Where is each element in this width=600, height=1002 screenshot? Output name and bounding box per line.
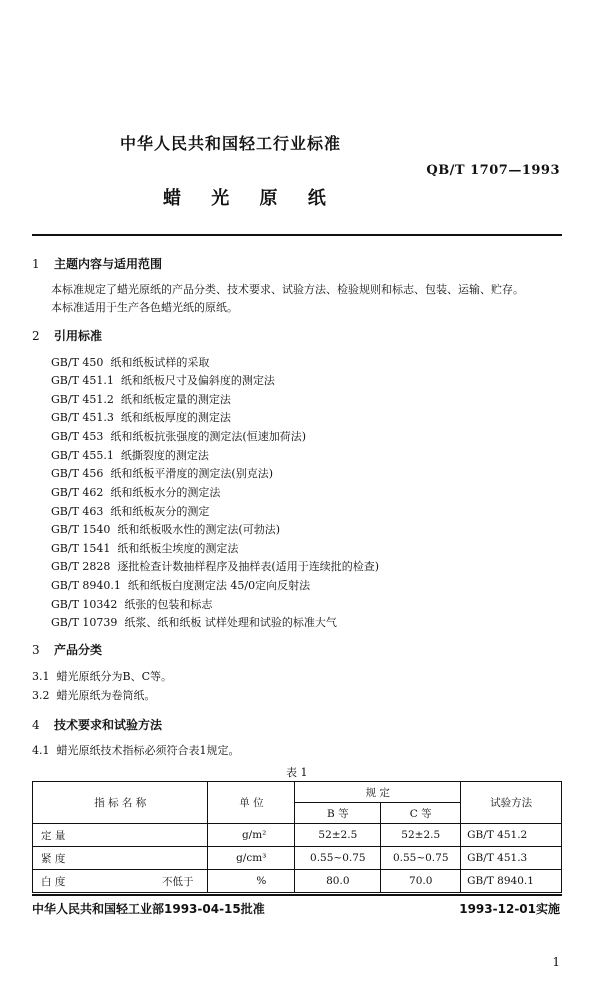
effective-date: 1993-12-01实施 [459, 902, 560, 916]
section-1-paragraph-2: 本标准适用于生产各色蜡光纸的原纸。 [51, 301, 238, 314]
spec-table [32, 781, 562, 893]
section-number: 3 [32, 643, 40, 657]
reference-code: GB/T 1541 [51, 542, 111, 555]
list-item [51, 372, 275, 388]
reference-title: 纸和纸板灰分的测定 [110, 505, 210, 518]
section-title: 引用标准 [54, 329, 103, 343]
reference-title: 纸和纸板厚度的测定法 [120, 411, 231, 424]
grade-b-cell: 0.55~0.75 [295, 847, 381, 870]
list-item [51, 447, 209, 463]
issuing-authority: 中华人民共和国轻工行业标准 [120, 134, 342, 153]
table-row [33, 870, 562, 893]
unit-cell: g/cm³ [208, 847, 295, 870]
list-item [51, 354, 209, 370]
reference-code: GB/T 451.1 [51, 374, 114, 387]
page-number: 1 [552, 955, 560, 969]
clause-text: 蜡光原纸技术指标必须符合表1规定。 [56, 744, 240, 757]
clause-number: 3.2 [32, 689, 50, 702]
indicator-cell [33, 824, 208, 847]
grade-c-cell: 52±2.5 [381, 824, 461, 847]
reference-title: 纸和纸板吸水性的测定法(可勃法) [117, 523, 280, 536]
reference-title: 纸张的包装和标志 [124, 598, 213, 611]
reference-title: 纸和纸板水分的测定法 [110, 486, 221, 499]
indicator-name: 定 量 [41, 829, 66, 842]
approval-note: 中华人民共和国轻工业部1993-04-15批准 [32, 902, 265, 916]
reference-code: GB/T 462 [51, 486, 104, 499]
section-number: 4 [32, 718, 40, 732]
grade-c-cell: 70.0 [381, 870, 461, 893]
reference-code: GB/T 451.3 [51, 411, 114, 424]
indicator-cell [33, 870, 208, 893]
header-spec: 规 定 [295, 782, 461, 803]
header-grade-b: B 等 [295, 803, 381, 824]
table-caption: 表 1 [286, 766, 308, 779]
section-4-heading [32, 716, 162, 733]
table-row [33, 824, 562, 847]
reference-title: 纸和纸板尺寸及偏斜度的测定法 [120, 374, 275, 387]
reference-code: GB/T 2828 [51, 560, 111, 573]
indicator-cell [33, 847, 208, 870]
list-item [51, 503, 209, 519]
list-item [51, 428, 306, 444]
clause-3-1 [32, 668, 172, 684]
reference-title: 纸和纸板白度测定法 45/0定向反射法 [127, 579, 311, 592]
section-1-heading [32, 255, 162, 272]
header-rule [32, 234, 562, 236]
list-item [51, 558, 379, 574]
reference-code: GB/T 453 [51, 430, 104, 443]
section-2-heading [32, 327, 102, 344]
list-item [51, 577, 310, 593]
clause-3-2 [32, 687, 156, 703]
reference-code: GB/T 456 [51, 467, 104, 480]
reference-title: 逐批检查计数抽样程序及抽样表(适用于连续批的检查) [117, 560, 379, 573]
document-title: 蜡 光 原 纸 [163, 188, 338, 209]
reference-title: 纸浆、纸和纸板 试样处理和试验的标准大气 [124, 616, 337, 629]
reference-title: 纸撕裂度的测定法 [120, 449, 209, 462]
clause-text: 蜡光原纸为卷筒纸。 [56, 689, 156, 702]
header-unit: 单 位 [208, 782, 295, 824]
reference-title: 纸和纸板试样的采取 [110, 356, 210, 369]
method-cell: GB/T 8940.1 [461, 870, 562, 893]
indicator-qualifier: 不低于 [161, 875, 194, 888]
method-cell: GB/T 451.2 [461, 824, 562, 847]
list-item [51, 614, 337, 630]
list-item [51, 409, 231, 425]
list-item [51, 540, 238, 556]
header-indicator: 指 标 名 称 [33, 782, 208, 824]
clause-4-1 [32, 742, 240, 758]
reference-title: 纸和纸板抗张强度的测定法(恒速加荷法) [110, 430, 306, 443]
reference-code: GB/T 8940.1 [51, 579, 121, 592]
list-item [51, 391, 231, 407]
section-title: 产品分类 [54, 643, 103, 657]
table-row [33, 847, 562, 870]
reference-code: GB/T 451.2 [51, 393, 114, 406]
grade-b-cell: 52±2.5 [295, 824, 381, 847]
reference-title: 纸和纸板平滑度的测定法(别克法) [110, 467, 273, 480]
method-cell: GB/T 451.3 [461, 847, 562, 870]
list-item [51, 484, 220, 500]
reference-code: GB/T 450 [51, 356, 104, 369]
reference-code: GB/T 455.1 [51, 449, 114, 462]
indicator-name: 白 度 [41, 875, 66, 888]
grade-c-cell: 0.55~0.75 [381, 847, 461, 870]
unit-cell: % [208, 870, 295, 893]
section-number: 1 [32, 257, 40, 271]
section-3-heading [32, 641, 102, 658]
section-title: 主题内容与适用范围 [54, 257, 163, 271]
header-method: 试验方法 [461, 782, 562, 824]
reference-title: 纸和纸板定量的测定法 [120, 393, 231, 406]
clause-number: 3.1 [32, 670, 50, 683]
reference-code: GB/T 1540 [51, 523, 111, 536]
clause-text: 蜡光原纸分为B、C等。 [56, 670, 172, 683]
indicator-name: 紧 度 [41, 852, 66, 865]
reference-code: GB/T 10739 [51, 616, 118, 629]
footer-rule [32, 894, 562, 896]
list-item [51, 596, 212, 612]
table-header-row [33, 782, 562, 803]
reference-code: GB/T 10342 [51, 598, 118, 611]
reference-title: 纸和纸板尘埃度的测定法 [117, 542, 239, 555]
clause-number: 4.1 [32, 744, 50, 757]
list-item [51, 465, 273, 481]
header-grade-c: C 等 [381, 803, 461, 824]
list-item [51, 521, 280, 537]
standard-number: QB/T 1707—1993 [426, 163, 560, 178]
section-number: 2 [32, 329, 40, 343]
section-1-paragraph-1: 本标准规定了蜡光原纸的产品分类、技术要求、试验方法、检验规则和标志、包装、运输、贮存。 [51, 283, 524, 296]
reference-code: GB/T 463 [51, 505, 104, 518]
unit-cell: g/m² [208, 824, 295, 847]
grade-b-cell: 80.0 [295, 870, 381, 893]
section-title: 技术要求和试验方法 [54, 718, 163, 732]
